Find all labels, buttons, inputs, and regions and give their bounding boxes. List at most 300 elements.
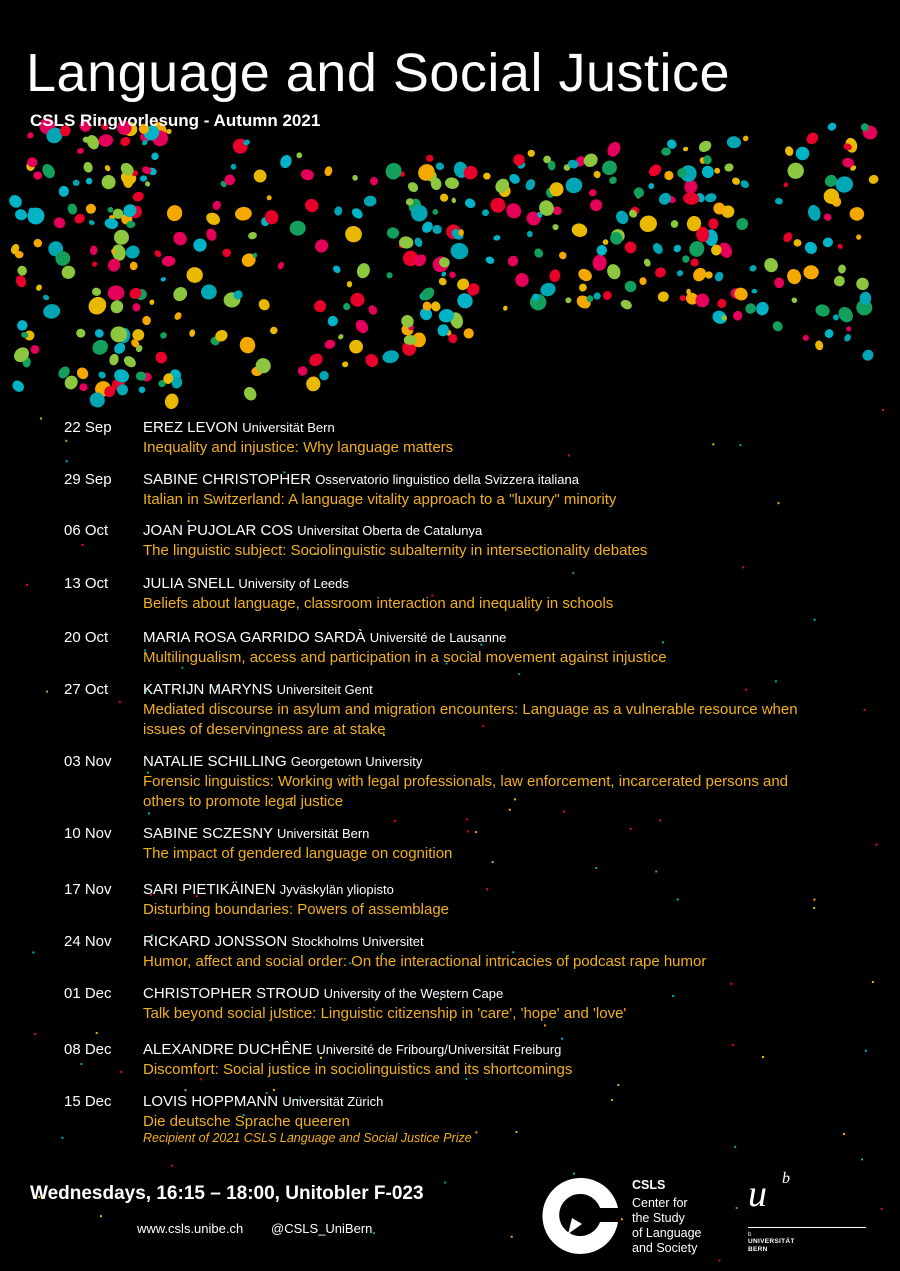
unibe-mark-u: u — [748, 1173, 767, 1215]
confetti-dot — [661, 148, 671, 156]
confetti-dot — [693, 291, 712, 310]
confetti-dot — [91, 260, 98, 267]
confetti-dot — [734, 216, 750, 233]
confetti-dot — [75, 328, 86, 339]
unibe-name-line: UNIVERSITÄT — [748, 1238, 795, 1245]
confetti-speck — [659, 819, 661, 821]
event-date: 08 Dec — [64, 1041, 112, 1058]
confetti-speck — [66, 460, 68, 462]
talk-title: Multilingualism, access and participation in a social movement against injustice — [143, 649, 667, 666]
csls-name-line: and Society — [632, 1241, 698, 1255]
confetti-dot — [104, 217, 119, 230]
confetti-dot — [855, 234, 861, 241]
confetti-dot — [108, 298, 126, 316]
confetti-dot — [171, 284, 190, 304]
confetti-dot — [714, 271, 725, 283]
confetti-dot — [686, 289, 691, 295]
confetti-speck — [736, 1207, 738, 1209]
confetti-dot — [139, 175, 147, 183]
confetti-speck — [511, 1236, 513, 1238]
speaker-institution: Osservatorio linguistico della Svizzera italiana — [315, 472, 579, 487]
confetti-speck — [561, 1038, 563, 1040]
confetti-dot — [85, 177, 93, 185]
confetti-dot — [150, 151, 161, 162]
confetti-speck — [745, 689, 747, 691]
confetti-dot — [664, 170, 675, 181]
confetti-dot — [837, 264, 846, 274]
confetti-dot — [643, 258, 652, 268]
confetti-dot — [732, 285, 750, 303]
confetti-speck — [742, 566, 744, 568]
confetti-dot — [231, 136, 250, 156]
confetti-dot — [802, 239, 819, 256]
confetti-dot — [137, 385, 146, 394]
confetti-dot — [242, 385, 259, 403]
confetti-dot — [342, 361, 349, 368]
event-date: 27 Oct — [64, 681, 109, 698]
event-speaker — [143, 880, 394, 900]
confetti-dot — [444, 176, 460, 190]
confetti-dot — [676, 269, 685, 278]
confetti-speck — [46, 691, 48, 693]
speaker-institution: Université de Lausanne — [369, 630, 507, 645]
speaker-institution: Universität Bern — [276, 826, 370, 841]
confetti-dot — [326, 314, 340, 328]
event-date: 22 Sep — [64, 419, 112, 436]
confetti-dot — [363, 195, 377, 207]
confetti-dot — [323, 338, 336, 350]
confetti-dot — [697, 139, 714, 155]
confetti-dot — [313, 299, 328, 314]
confetti-speck — [26, 584, 28, 586]
event-date: 24 Nov — [64, 933, 112, 950]
confetti-dot — [576, 266, 594, 283]
confetti-dot — [657, 291, 670, 303]
confetti-dot — [129, 261, 138, 270]
unibe-small-b: b — [748, 1232, 752, 1238]
confetti-dot — [381, 349, 400, 365]
speaker-name: SARI PIETIKÄINEN — [143, 881, 276, 898]
confetti-dot — [221, 247, 232, 258]
confetti-dot — [269, 325, 279, 335]
confetti-dot — [204, 210, 222, 227]
confetti-speck — [734, 1146, 736, 1148]
event-date: 15 Dec — [64, 1093, 112, 1110]
confetti-dot — [369, 176, 379, 186]
talk-title: The impact of gendered language on cognition — [143, 845, 453, 862]
event-speaker — [143, 574, 349, 594]
speaker-institution: University of Leeds — [238, 576, 349, 591]
confetti-speck — [730, 983, 732, 985]
talk-title: Mediated discourse in asylum and migration encounters: Language as a vulnerable resource when issues of deservingness are at stake — [143, 701, 798, 738]
speaker-name: SABINE CHRISTOPHER — [143, 471, 312, 488]
confetti-dot — [302, 196, 321, 215]
confetti-dot — [189, 329, 196, 337]
confetti-dot — [26, 131, 35, 140]
confetti-dot — [333, 206, 343, 217]
confetti-dot — [42, 294, 50, 301]
confetti-dot — [448, 270, 457, 279]
confetti-speck — [864, 709, 866, 711]
confetti-dot — [732, 309, 744, 322]
confetti-dot — [277, 261, 285, 270]
confetti-dot — [784, 145, 795, 157]
confetti-speck — [96, 1032, 98, 1034]
confetti-dot — [599, 158, 620, 178]
speaker-name: SABINE SCZESNY — [143, 825, 273, 842]
confetti-dot — [739, 179, 750, 190]
speaker-name: MARIA ROSA GARRIDO SARDÀ — [143, 629, 366, 646]
confetti-dot — [199, 282, 218, 301]
confetti-dot — [153, 350, 169, 366]
confetti-dot — [14, 274, 28, 289]
confetti-dot — [58, 185, 69, 197]
talk-title: Forensic linguistics: Working with legal professionals, law enforcement, incarcerated persons and others to promote legal justice — [143, 773, 789, 810]
confetti-dot — [234, 206, 252, 222]
event-speaker — [143, 1040, 561, 1060]
confetti-dot — [589, 198, 604, 213]
confetti-dot — [160, 277, 166, 283]
speaker-institution: Université de Fribourg/Universität Freiburg — [316, 1042, 562, 1057]
university-of-bern-logo — [748, 1170, 868, 1260]
confetti-dot — [449, 241, 469, 260]
event-speaker — [143, 521, 482, 541]
confetti-dot — [622, 239, 639, 256]
confetti-dot — [654, 266, 668, 279]
confetti-dot — [323, 165, 333, 177]
confetti-dot — [42, 303, 61, 320]
confetti-dot — [713, 167, 721, 175]
confetti-speck — [185, 1089, 187, 1091]
confetti-dot — [793, 238, 802, 247]
confetti-dot — [211, 200, 222, 212]
confetti-dot — [352, 174, 359, 181]
confetti-dot — [348, 291, 366, 309]
confetti-dot — [608, 175, 619, 186]
confetti-dot — [785, 161, 805, 181]
confetti-dot — [300, 168, 315, 181]
event-date: 29 Sep — [64, 471, 112, 488]
confetti-dot — [386, 227, 399, 239]
confetti-dot — [639, 277, 646, 285]
csls-name-line: of Language — [632, 1226, 702, 1240]
confetti-dot — [289, 220, 306, 236]
confetti-dot — [165, 203, 184, 223]
confetti-dot — [682, 146, 688, 152]
confetti-dot — [704, 192, 717, 203]
csls-center-name — [632, 1178, 702, 1256]
confetti-dot — [731, 176, 742, 186]
confetti-speck — [544, 1024, 546, 1026]
event-speaker — [143, 752, 422, 772]
confetti-dot — [860, 348, 875, 363]
confetti-dot — [503, 200, 524, 221]
confetti-speck — [65, 440, 67, 442]
event-speaker — [143, 628, 506, 648]
confetti-dot — [347, 281, 353, 288]
speaker-institution: Universitat Oberta de Catalunya — [297, 523, 483, 538]
confetti-dot — [7, 192, 25, 210]
confetti-speck — [882, 409, 884, 411]
confetti-dot — [826, 121, 837, 132]
confetti-dot — [804, 130, 820, 146]
confetti-dot — [564, 296, 572, 304]
confetti-dot — [619, 298, 633, 311]
confetti-speck — [611, 1099, 613, 1101]
confetti-dot — [413, 236, 424, 248]
confetti-speck — [273, 1089, 275, 1091]
confetti-dot — [647, 182, 655, 190]
confetti-dot — [14, 208, 29, 222]
confetti-dot — [318, 370, 329, 381]
confetti-dot — [588, 189, 597, 197]
event-speaker — [143, 680, 373, 700]
confetti-dot — [605, 262, 623, 281]
confetti-speck — [475, 831, 477, 833]
confetti-dot — [278, 153, 293, 170]
talk-title: Discomfort: Social justice in sociolinguistics and its shortcomings — [143, 1061, 573, 1078]
speaker-institution: Jyväskylän yliopisto — [279, 882, 394, 897]
confetti-speck — [32, 952, 34, 954]
event-speaker — [143, 418, 335, 438]
confetti-speck — [148, 812, 150, 814]
confetti-dot — [16, 264, 28, 277]
confetti-dot — [75, 365, 91, 381]
confetti-dot — [25, 205, 48, 227]
confetti-dot — [91, 287, 102, 297]
website-link[interactable]: www.csls.unibe.ch — [137, 1221, 244, 1236]
event-speaker — [143, 824, 369, 844]
confetti-dot — [601, 289, 613, 301]
confetti-dot — [614, 209, 631, 227]
confetti-dot — [716, 297, 729, 310]
unibe-name-line: BERN — [748, 1245, 768, 1253]
speaker-name: ALEXANDRE DUCHÊNE — [143, 1041, 313, 1058]
confetti-speck — [34, 1033, 36, 1035]
confetti-dot — [76, 147, 85, 155]
confetti-speck — [732, 1044, 734, 1046]
confetti-dot — [593, 292, 601, 300]
confetti-speck — [775, 680, 777, 682]
confetti-dot — [131, 302, 141, 312]
confetti-dot — [119, 135, 132, 147]
confetti-dot — [383, 160, 405, 182]
confetti-dot — [837, 243, 844, 250]
confetti-dot — [624, 281, 637, 293]
talk-title: Disturbing boundaries: Powers of assemblage — [143, 901, 449, 918]
confetti-speck — [719, 1260, 721, 1262]
confetti-dot — [247, 231, 257, 240]
csls-name-line: the Study — [632, 1211, 685, 1225]
confetti-dot — [52, 215, 67, 230]
confetti-dot — [29, 344, 40, 355]
confetti-dot — [785, 267, 803, 286]
confetti-dot — [191, 236, 210, 255]
confetti-dot — [672, 243, 683, 254]
confetti-dot — [849, 206, 865, 221]
confetti-dot — [97, 133, 114, 148]
confetti-dot — [102, 175, 116, 189]
confetti-dot — [15, 318, 29, 332]
confetti-speck — [875, 844, 877, 846]
confetti-dot — [425, 154, 434, 163]
confetti-dot — [66, 202, 79, 216]
confetti-dot — [570, 222, 588, 238]
confetti-dot — [483, 173, 490, 180]
confetti-speck — [595, 867, 597, 869]
confetti-dot — [173, 311, 183, 321]
confetti-dot — [159, 331, 168, 340]
confetti-dot — [163, 392, 180, 411]
confetti-speck — [617, 1084, 619, 1086]
confetti-dot — [296, 152, 303, 159]
confetti-dot — [632, 185, 646, 199]
confetti-dot — [774, 277, 785, 289]
confetti-dot — [33, 171, 43, 181]
confetti-dot — [108, 353, 120, 367]
confetti-dot — [723, 162, 734, 173]
speaker-name: JOAN PUJOLAR COS — [143, 522, 294, 539]
confetti-speck — [120, 1071, 122, 1073]
talk-title: Humor, affect and social order: On the interactional intricacies of podcast rape humor — [143, 953, 707, 970]
confetti-speck — [843, 1133, 845, 1135]
confetti-dot — [161, 255, 176, 267]
confetti-dot — [843, 333, 852, 343]
confetti-speck — [171, 1165, 173, 1167]
confetti-dot — [549, 269, 561, 283]
confetti-dot — [823, 213, 832, 222]
award-note: Recipient of 2021 CSLS Language and Social Justice Prize — [143, 1131, 472, 1145]
confetti-speck — [872, 981, 874, 983]
confetti-dot — [230, 164, 236, 170]
confetti-dot — [88, 219, 95, 226]
confetti-dot — [836, 304, 856, 325]
confetti-dot — [533, 247, 545, 260]
speaker-institution: Universität Bern — [242, 420, 335, 435]
confetti-dot — [142, 315, 152, 326]
confetti-dot — [742, 134, 750, 142]
confetti-dot — [709, 218, 719, 229]
confetti-dot — [85, 133, 102, 151]
confetti-dot — [527, 149, 535, 157]
confetti-dot — [256, 297, 272, 313]
confetti-dot — [754, 300, 770, 317]
confetti-dot — [82, 161, 94, 174]
confetti-dot — [651, 241, 665, 256]
confetti-speck — [814, 619, 816, 621]
csls-abbreviation: CSLS — [632, 1178, 666, 1192]
confetti-dot — [312, 237, 331, 256]
confetti-speck — [119, 701, 121, 703]
event-date: 06 Oct — [64, 522, 109, 539]
confetti-speck — [373, 1232, 375, 1234]
confetti-dot — [524, 178, 537, 192]
confetti-dot — [806, 203, 822, 222]
confetti-dot — [481, 208, 490, 217]
confetti-dot — [681, 254, 690, 263]
confetti-speck — [655, 871, 657, 873]
confetti-dot — [171, 229, 190, 248]
speaker-institution: Stockholms Universitet — [291, 934, 424, 949]
confetti-dot — [605, 140, 623, 160]
confetti-dot — [558, 250, 569, 261]
confetti-dot — [332, 264, 343, 275]
confetti-dot — [700, 164, 715, 180]
confetti-speck — [100, 1215, 102, 1217]
confetti-speck — [572, 572, 574, 574]
confetti-dot — [774, 197, 783, 205]
confetti-dot — [543, 156, 551, 164]
confetti-dot — [824, 328, 835, 339]
twitter-handle-link[interactable]: @CSLS_UniBern — [271, 1221, 373, 1236]
confetti-speck — [672, 995, 674, 997]
speaker-name: EREZ LEVON — [143, 419, 239, 436]
confetti-speck — [444, 1182, 446, 1184]
event-date: 10 Nov — [64, 825, 112, 842]
poster-title: Language and Social Justice — [26, 43, 731, 103]
confetti-dot — [527, 231, 533, 238]
confetti-dot — [744, 302, 758, 316]
confetti-dot — [726, 136, 741, 149]
confetti-dot — [307, 351, 325, 369]
poster-subtitle: CSLS Ringvorlesung - Autumn 2021 — [30, 111, 321, 130]
confetti-speck — [394, 820, 396, 822]
confetti-dot — [592, 254, 607, 271]
confetti-dot — [85, 293, 110, 318]
confetti-dot — [802, 334, 811, 343]
talk-title: Inequality and injustice: Why language matters — [143, 439, 454, 456]
confetti-speck — [630, 828, 632, 830]
confetti-dot — [493, 235, 501, 242]
talk-title: Beliefs about language, classroom interaction and inequality in schools — [143, 595, 614, 612]
event-date: 17 Nov — [64, 881, 112, 898]
event-date: 20 Oct — [64, 629, 109, 646]
confetti-dot — [85, 203, 96, 214]
confetti-speck — [467, 831, 469, 833]
confetti-dot — [104, 164, 112, 172]
confetti-dot — [564, 176, 583, 194]
speaker-name: LOVIS HOPPMANN — [143, 1093, 279, 1110]
confetti-dot — [406, 180, 420, 194]
speaker-institution: Georgetown University — [290, 754, 423, 769]
csls-name-line: Center for — [632, 1196, 688, 1210]
confetti-dot — [638, 214, 659, 234]
confetti-dot — [144, 180, 151, 187]
speaker-institution: Universiteit Gent — [276, 682, 373, 697]
event-speaker — [143, 1092, 383, 1112]
confetti-dot — [581, 151, 600, 170]
confetti-dot — [451, 197, 456, 203]
confetti-dot — [93, 328, 105, 339]
confetti-dot — [430, 300, 442, 313]
confetti-speck — [518, 673, 520, 675]
confetti-dot — [113, 229, 129, 245]
confetti-dot — [205, 227, 218, 242]
confetti-dot — [507, 172, 521, 186]
speaker-institution: Universität Zürich — [282, 1094, 384, 1109]
confetti-dot — [795, 146, 811, 162]
confetti-speck — [881, 1208, 883, 1210]
confetti-dot — [305, 376, 321, 392]
event-date: 01 Dec — [64, 985, 112, 1002]
confetti-dot — [751, 289, 757, 294]
confetti-dot — [363, 351, 381, 369]
confetti-dot — [342, 302, 352, 312]
schedule-info: Wednesdays, 16:15 – 18:00, Unitobler F-023 — [30, 1183, 424, 1204]
confetti-dot — [596, 244, 608, 256]
confetti-dot — [524, 209, 543, 227]
confetti-dot — [749, 264, 758, 273]
